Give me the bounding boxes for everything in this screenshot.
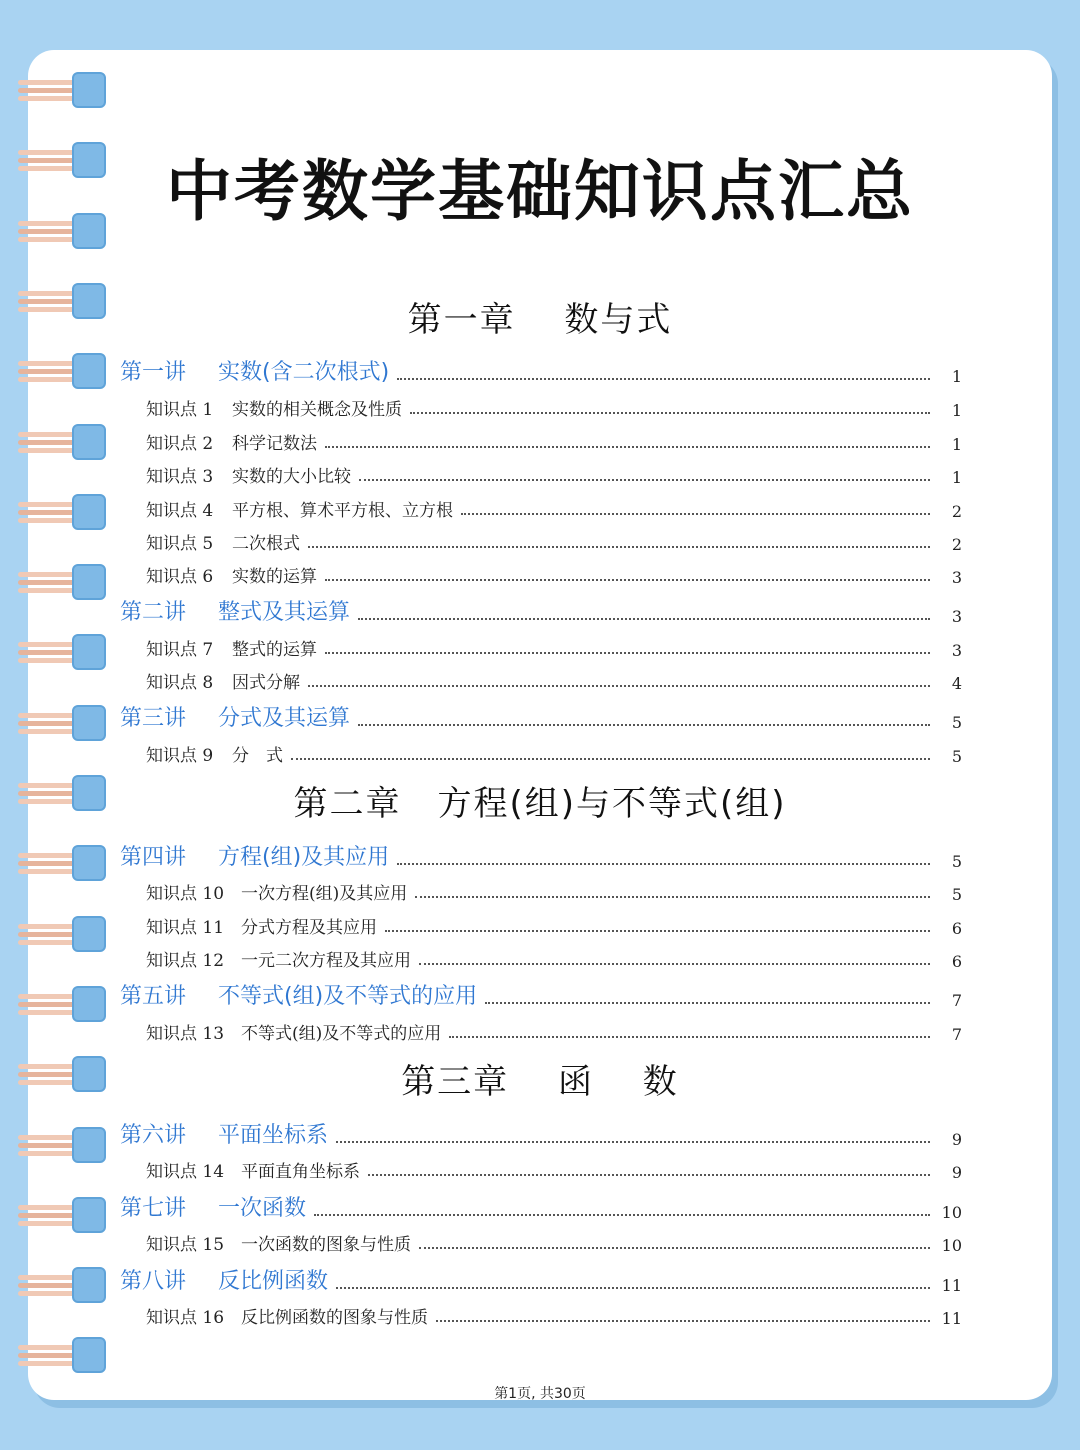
binding-ring [18,845,110,885]
chapter-heading-1: 第一章 数与式 [407,300,673,340]
toc-page-number: 7 [951,1025,962,1044]
dot-leader [336,1141,930,1143]
toc-entry-number: 知识点 13 [146,1024,225,1044]
dot-leader [449,1036,930,1038]
dot-leader [308,685,930,687]
toc-entry-number: 知识点 8 [146,673,214,693]
toc-entry-title: 实数的大小比较 [232,467,351,487]
toc-entry-title: 一元二次方程及其应用 [241,951,411,971]
toc-entry-title: 反比例函数的图象与性质 [241,1308,428,1328]
toc-page-number: 11 [941,1309,962,1328]
toc-knowledge-point-row [146,528,962,554]
toc-entry-number: 知识点 12 [146,951,225,971]
toc-entry-number: 知识点 10 [146,884,225,904]
chapter-heading-2: 第二章 方程(组)与不等式(组) [293,784,787,824]
dot-leader [415,896,930,898]
dot-leader [436,1320,930,1322]
dot-leader [336,1287,930,1289]
toc-page-number: 3 [951,641,962,660]
dot-leader [419,963,930,965]
dot-leader [358,618,930,620]
binding-ring [18,705,110,745]
toc-knowledge-point-row [146,740,962,766]
page-footer: 第1页, 共30页 [494,1386,586,1402]
dot-leader [397,378,930,380]
toc-page-number: 3 [951,607,962,626]
toc-page-number: 1 [951,367,962,386]
toc-entry-title: 平面直角坐标系 [241,1162,360,1182]
dot-leader [359,479,930,481]
toc-entry-number: 知识点 5 [146,534,214,554]
toc-page-number: 1 [951,401,962,420]
binding-ring [18,1197,110,1237]
toc-entry-title: 整式的运算 [232,640,317,660]
toc-knowledge-point-row [146,561,962,587]
page-title: 中考数学基础知识点汇总 [166,153,914,230]
toc-entry-number: 知识点 3 [146,467,214,487]
toc-entry-title: 分 式 [232,746,283,766]
dot-leader [325,652,930,654]
toc-entry-number: 第八讲 [120,1269,187,1294]
toc-entry-number: 第七讲 [120,1196,187,1221]
toc-entry-title: 二次根式 [232,534,300,554]
toc-knowledge-point-row [146,945,962,971]
toc-entry-title: 科学记数法 [232,434,317,454]
toc-page-number: 2 [951,535,962,554]
toc-entry-number: 第五讲 [120,984,187,1009]
toc-entry-number: 第四讲 [120,845,187,870]
chapter-heading-3: 第三章 函 数 [401,1062,679,1102]
dot-leader [485,1002,930,1004]
dot-leader [368,1174,930,1176]
toc-knowledge-point-row [146,394,962,420]
binding-ring [18,353,110,393]
binding-ring [18,634,110,674]
toc-entry-title: 一次方程(组)及其应用 [241,884,408,904]
toc-page-number: 5 [951,885,962,904]
toc-page-number: 6 [951,952,962,971]
toc-entry-number: 知识点 9 [146,746,214,766]
binding-ring [18,564,110,604]
toc-entry-number: 知识点 7 [146,640,214,660]
toc-entry-title: 一次函数的图象与性质 [241,1235,411,1255]
toc-entry-number: 知识点 16 [146,1308,225,1328]
binding-ring [18,424,110,464]
toc-entry-title: 平面坐标系 [218,1123,329,1148]
binding-ring [18,494,110,534]
toc-lecture-row [120,841,962,871]
toc-entry-title: 反比例函数 [218,1269,329,1294]
dot-leader [419,1247,930,1249]
toc-entry-number: 第三讲 [120,706,187,731]
toc-lecture-row [120,356,962,386]
toc-lecture-row [120,702,962,732]
toc-page-number: 10 [941,1203,962,1222]
toc-entry-title: 一次函数 [218,1196,307,1221]
toc-knowledge-point-row [146,1229,962,1255]
toc-knowledge-point-row [146,1302,962,1328]
toc-entry-title: 分式及其运算 [218,706,351,731]
toc-page-number: 1 [951,435,962,454]
toc-lecture-row [120,1119,962,1149]
dot-leader [461,513,930,515]
toc-page-number: 7 [951,991,962,1010]
toc-knowledge-point-row [146,1018,962,1044]
toc-lecture-row [120,596,962,626]
toc-entry-number: 知识点 11 [146,918,225,938]
binding-ring [18,916,110,956]
dot-leader [385,930,930,932]
toc-page-number: 3 [951,568,962,587]
toc-lecture-row [120,980,962,1010]
toc-entry-number: 知识点 15 [146,1235,225,1255]
dot-leader [308,546,930,548]
binding-ring [18,1127,110,1167]
toc-entry-number: 知识点 2 [146,434,214,454]
toc-page-number: 10 [941,1236,962,1255]
binding-ring [18,1267,110,1307]
toc-knowledge-point-row [146,1156,962,1182]
toc-entry-number: 知识点 4 [146,501,214,521]
toc-entry-number: 第一讲 [120,360,187,385]
dot-leader [410,412,930,414]
binding-ring [18,72,110,112]
toc-knowledge-point-row [146,878,962,904]
toc-page-number: 4 [951,674,962,693]
toc-knowledge-point-row [146,912,962,938]
binding-ring [18,1337,110,1377]
toc-page-number: 2 [951,502,962,521]
toc-page-number: 5 [951,852,962,871]
toc-entry-number: 知识点 14 [146,1162,225,1182]
toc-entry-title: 实数(含二次根式) [218,360,390,385]
toc-entry-number: 第六讲 [120,1123,187,1148]
toc-entry-title: 平方根、算术平方根、立方根 [232,501,453,521]
toc-page-number: 11 [941,1276,962,1295]
toc-page-number: 9 [951,1163,962,1182]
toc-page-number: 5 [951,747,962,766]
toc-entry-title: 方程(组)及其应用 [218,845,390,870]
toc-knowledge-point-row [146,495,962,521]
dot-leader [325,446,930,448]
toc-entry-title: 实数的相关概念及性质 [232,400,402,420]
toc-entry-number: 第二讲 [120,600,187,625]
dot-leader [358,724,930,726]
toc-knowledge-point-row [146,667,962,693]
toc-entry-title: 因式分解 [232,673,300,693]
toc-page-number: 9 [951,1130,962,1149]
toc-knowledge-point-row [146,634,962,660]
toc-knowledge-point-row [146,428,962,454]
toc-lecture-row [120,1265,962,1295]
toc-page-number: 5 [951,713,962,732]
toc-entry-number: 知识点 1 [146,400,214,420]
dot-leader [397,863,930,865]
dot-leader [291,758,930,760]
toc-page-number: 1 [951,468,962,487]
toc-page-number: 6 [951,919,962,938]
toc-entry-title: 不等式(组)及不等式的应用 [218,984,478,1009]
toc-entry-title: 实数的运算 [232,567,317,587]
dot-leader [325,579,930,581]
toc-entry-title: 分式方程及其应用 [241,918,377,938]
toc-knowledge-point-row [146,461,962,487]
toc-entry-number: 知识点 6 [146,567,214,587]
toc-entry-title: 不等式(组)及不等式的应用 [241,1024,442,1044]
dot-leader [314,1214,930,1216]
toc-lecture-row [120,1192,962,1222]
binding-ring [18,986,110,1026]
toc-entry-title: 整式及其运算 [218,600,351,625]
